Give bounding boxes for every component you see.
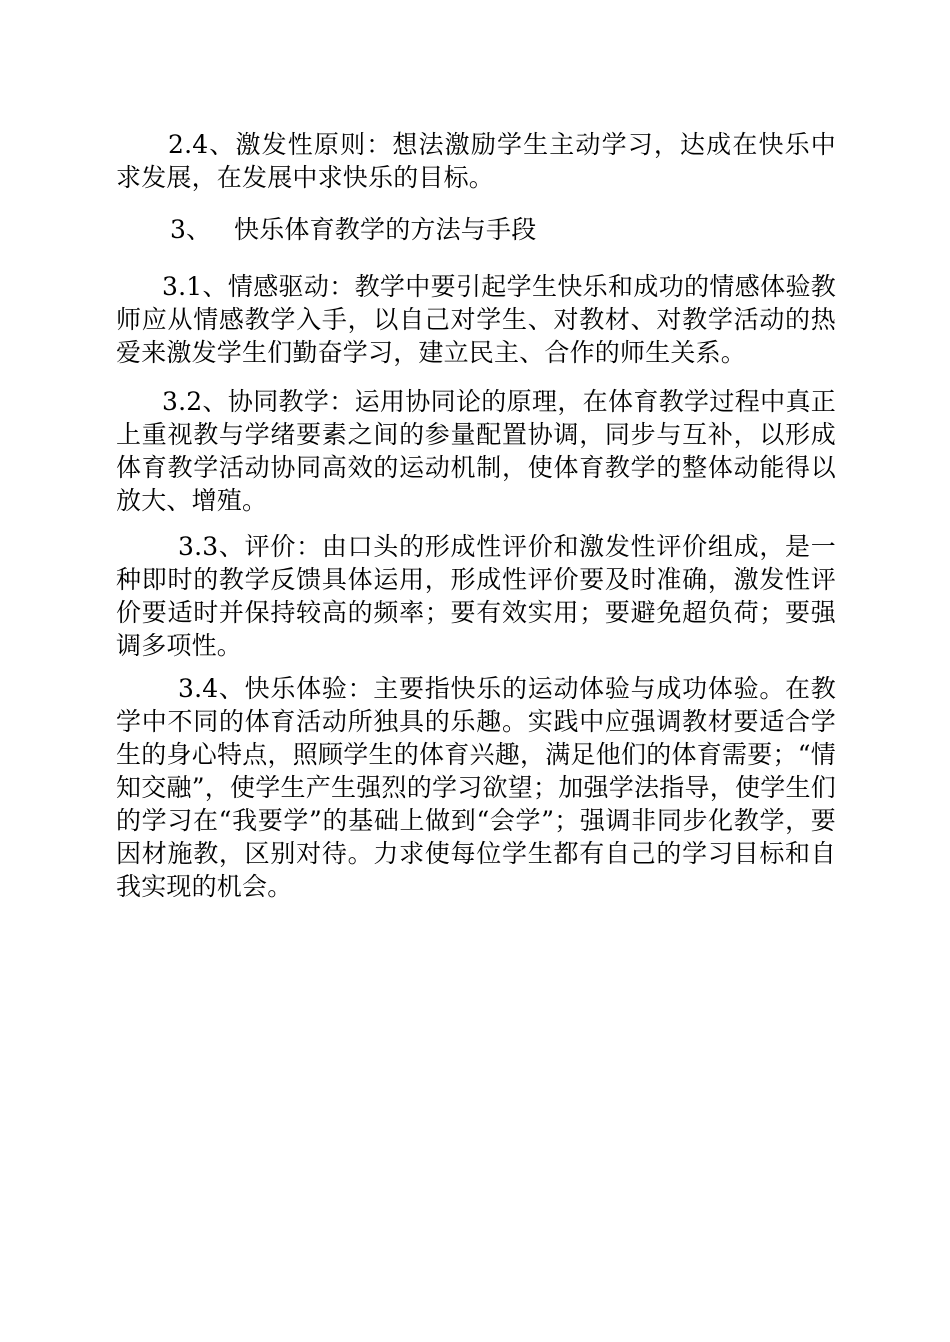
paragraph-collaborative-teaching: 3.2、协同教学：运用协同论的原理，在体育教学过程中真正上重视教与学绪要素之间的参量配置协调，同步与互补，以形成体育教学活动协同高效的运动机制，使体育教学的整体动能得以放大、增殖。 [116, 387, 836, 515]
paragraph-happy-experience: 3.4、快乐体验：主要指快乐的运动体验与成功体验。在教学中不同的体育活动所独具的乐趣。实践中应强调教材要适合学生的身心特点，照顾学生的体育兴趣，满足他们的体育需要；“情知交融”，使学生产生强烈的学习欲望；加强学法指导，使学生们的学习在“我要学”的基础上做到“会学”；强调非同步化教学，要因材施教，区别对待。力求使每位学生都有自己的学习目标和自我实现的机会。 [116, 674, 836, 901]
section-heading-3 [170, 213, 770, 246]
section-heading-number: 3、 [170, 215, 212, 244]
paragraph-evaluation: 3.3、评价：由口头的形成性评价和激发性评价组成，是一种即时的教学反馈具体运用，形成性评价要及时准确，激发性评价要适时并保持较高的频率；要有效实用；要避免超负荷；要强调多项性。 [116, 532, 836, 660]
paragraph-excitation-principle: 2.4、激发性原则：想法激励学生主动学习，达成在快乐中求发展，在发展中求快乐的目标。 [116, 130, 836, 192]
section-heading-title: 快乐体育教学的方法与手段 [234, 215, 537, 244]
paragraph-emotional-drive: 3.1、情感驱动：教学中要引起学生快乐和成功的情感体验教师应从情感教学入手，以自己对学生、对教材、对教学活动的热爱来激发学生们勤奋学习，建立民主、合作的师生关系。 [116, 272, 836, 367]
